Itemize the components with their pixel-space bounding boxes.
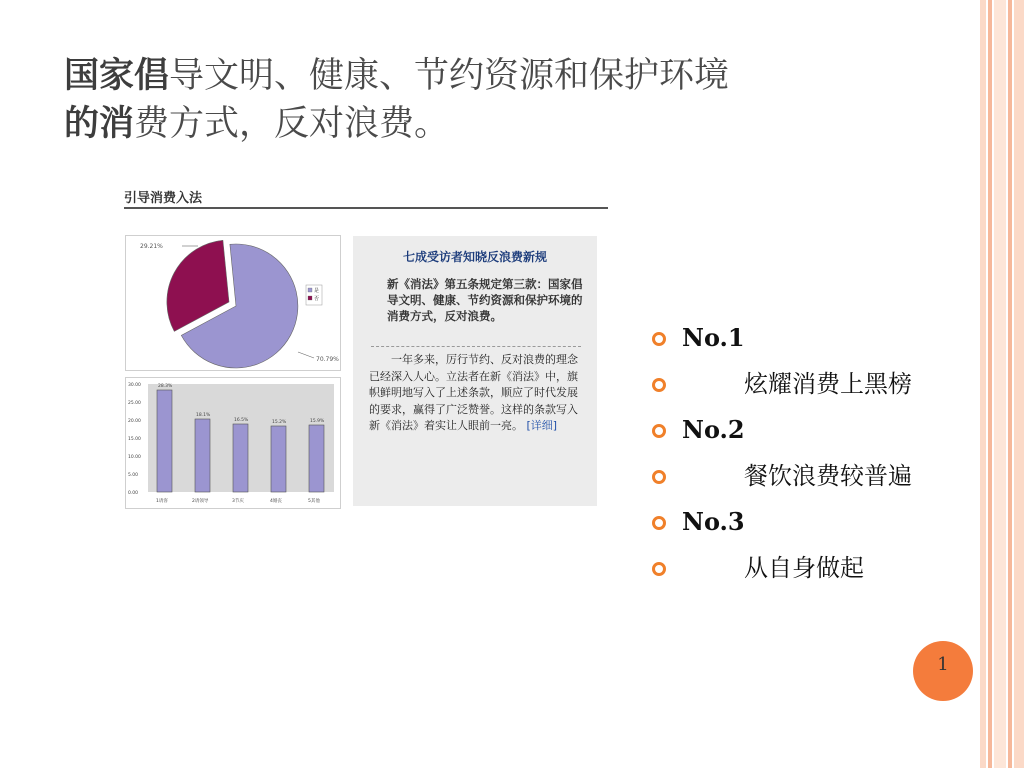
figure-header: 引导消费入法 <box>124 187 608 209</box>
pie-legend-yes: 是 <box>314 288 320 294</box>
bullet-text: 炫耀消费上黑榜 <box>744 370 912 398</box>
bullet-icon <box>652 424 666 438</box>
bullet-list <box>652 318 982 594</box>
x-label-1: 1请客 <box>156 499 168 504</box>
y-tick-0: 0.00 <box>128 491 139 496</box>
slide-title <box>64 52 924 148</box>
bar-5 <box>309 425 324 492</box>
bar-label-3: 16.5% <box>234 418 249 423</box>
list-item <box>652 456 982 502</box>
y-tick-30: 30.00 <box>128 383 141 388</box>
news-lead: 新《消法》第五条规定第三款：国家倡导文明、健康、节约资源和保护环境的消费方式，反对浪费。 <box>387 277 583 323</box>
bullet-text: 从自身做起 <box>744 554 864 582</box>
bar-chart <box>125 377 341 509</box>
bullet-icon <box>652 470 666 484</box>
pie-chart <box>125 235 341 371</box>
y-tick-25: 25.00 <box>128 401 141 406</box>
title-regular-1: 导文明、健康、节约资源和保护环境 <box>169 56 730 96</box>
bullet-text: 餐饮浪费较普遍 <box>744 462 912 490</box>
list-item <box>652 364 982 410</box>
title-bold-2: 的消 <box>64 104 135 144</box>
bullet-icon <box>652 516 666 530</box>
news-box <box>353 236 597 506</box>
pie-label-small: 29.21% <box>140 243 163 250</box>
news-body <box>369 352 585 435</box>
bar-label-2: 18.1% <box>196 413 211 418</box>
title-regular-2: 费方式，反对浪费。 <box>134 104 450 144</box>
news-title: 七成受访者知晓反浪费新规 <box>402 250 547 264</box>
x-label-4: 4婚丧 <box>270 499 282 504</box>
news-more-link[interactable]: [详细] <box>526 419 558 432</box>
list-item <box>652 318 982 364</box>
y-tick-10: 10.00 <box>128 455 141 460</box>
list-item <box>652 410 982 456</box>
bar-label-5: 15.9% <box>310 419 325 424</box>
bar-label-1: 28.3% <box>158 384 173 389</box>
x-label-5: 5其他 <box>308 499 320 504</box>
y-tick-5: 5.00 <box>128 473 139 478</box>
pie-label-large: 70.79% <box>316 356 339 363</box>
list-item <box>652 502 982 548</box>
news-separator <box>371 346 581 347</box>
title-bold-1: 国家倡 <box>64 56 170 96</box>
bullet-text: No.2 <box>682 415 745 444</box>
bar-1 <box>157 390 172 492</box>
x-label-3: 3节庆 <box>232 499 244 504</box>
page-number: 1 <box>913 641 973 701</box>
bar-4 <box>271 426 286 492</box>
bar-2 <box>195 419 210 492</box>
y-tick-20: 20.00 <box>128 419 141 424</box>
bar-3 <box>233 424 248 492</box>
bullet-icon <box>652 378 666 392</box>
bullet-icon <box>652 562 666 576</box>
x-label-2: 2请领导 <box>192 499 209 504</box>
bullet-text: No.3 <box>682 507 745 536</box>
decorative-stripes <box>980 0 1024 768</box>
bullet-text: No.1 <box>682 323 745 352</box>
list-item <box>652 548 982 594</box>
y-tick-15: 15.00 <box>128 437 141 442</box>
bullet-icon <box>652 332 666 346</box>
pie-legend-no: 否 <box>314 296 320 302</box>
news-body-text: 一年多来，厉行节约、反对浪费的理念已经深入人心。立法者在新《消法》中，旗帜鲜明地写入了上述条款，顺应了时代发展的要求，赢得了广泛赞誉。这样的条款写入新《消法》着实让人眼前一亮。 <box>369 353 578 432</box>
bar-label-4: 15.2% <box>272 420 287 425</box>
